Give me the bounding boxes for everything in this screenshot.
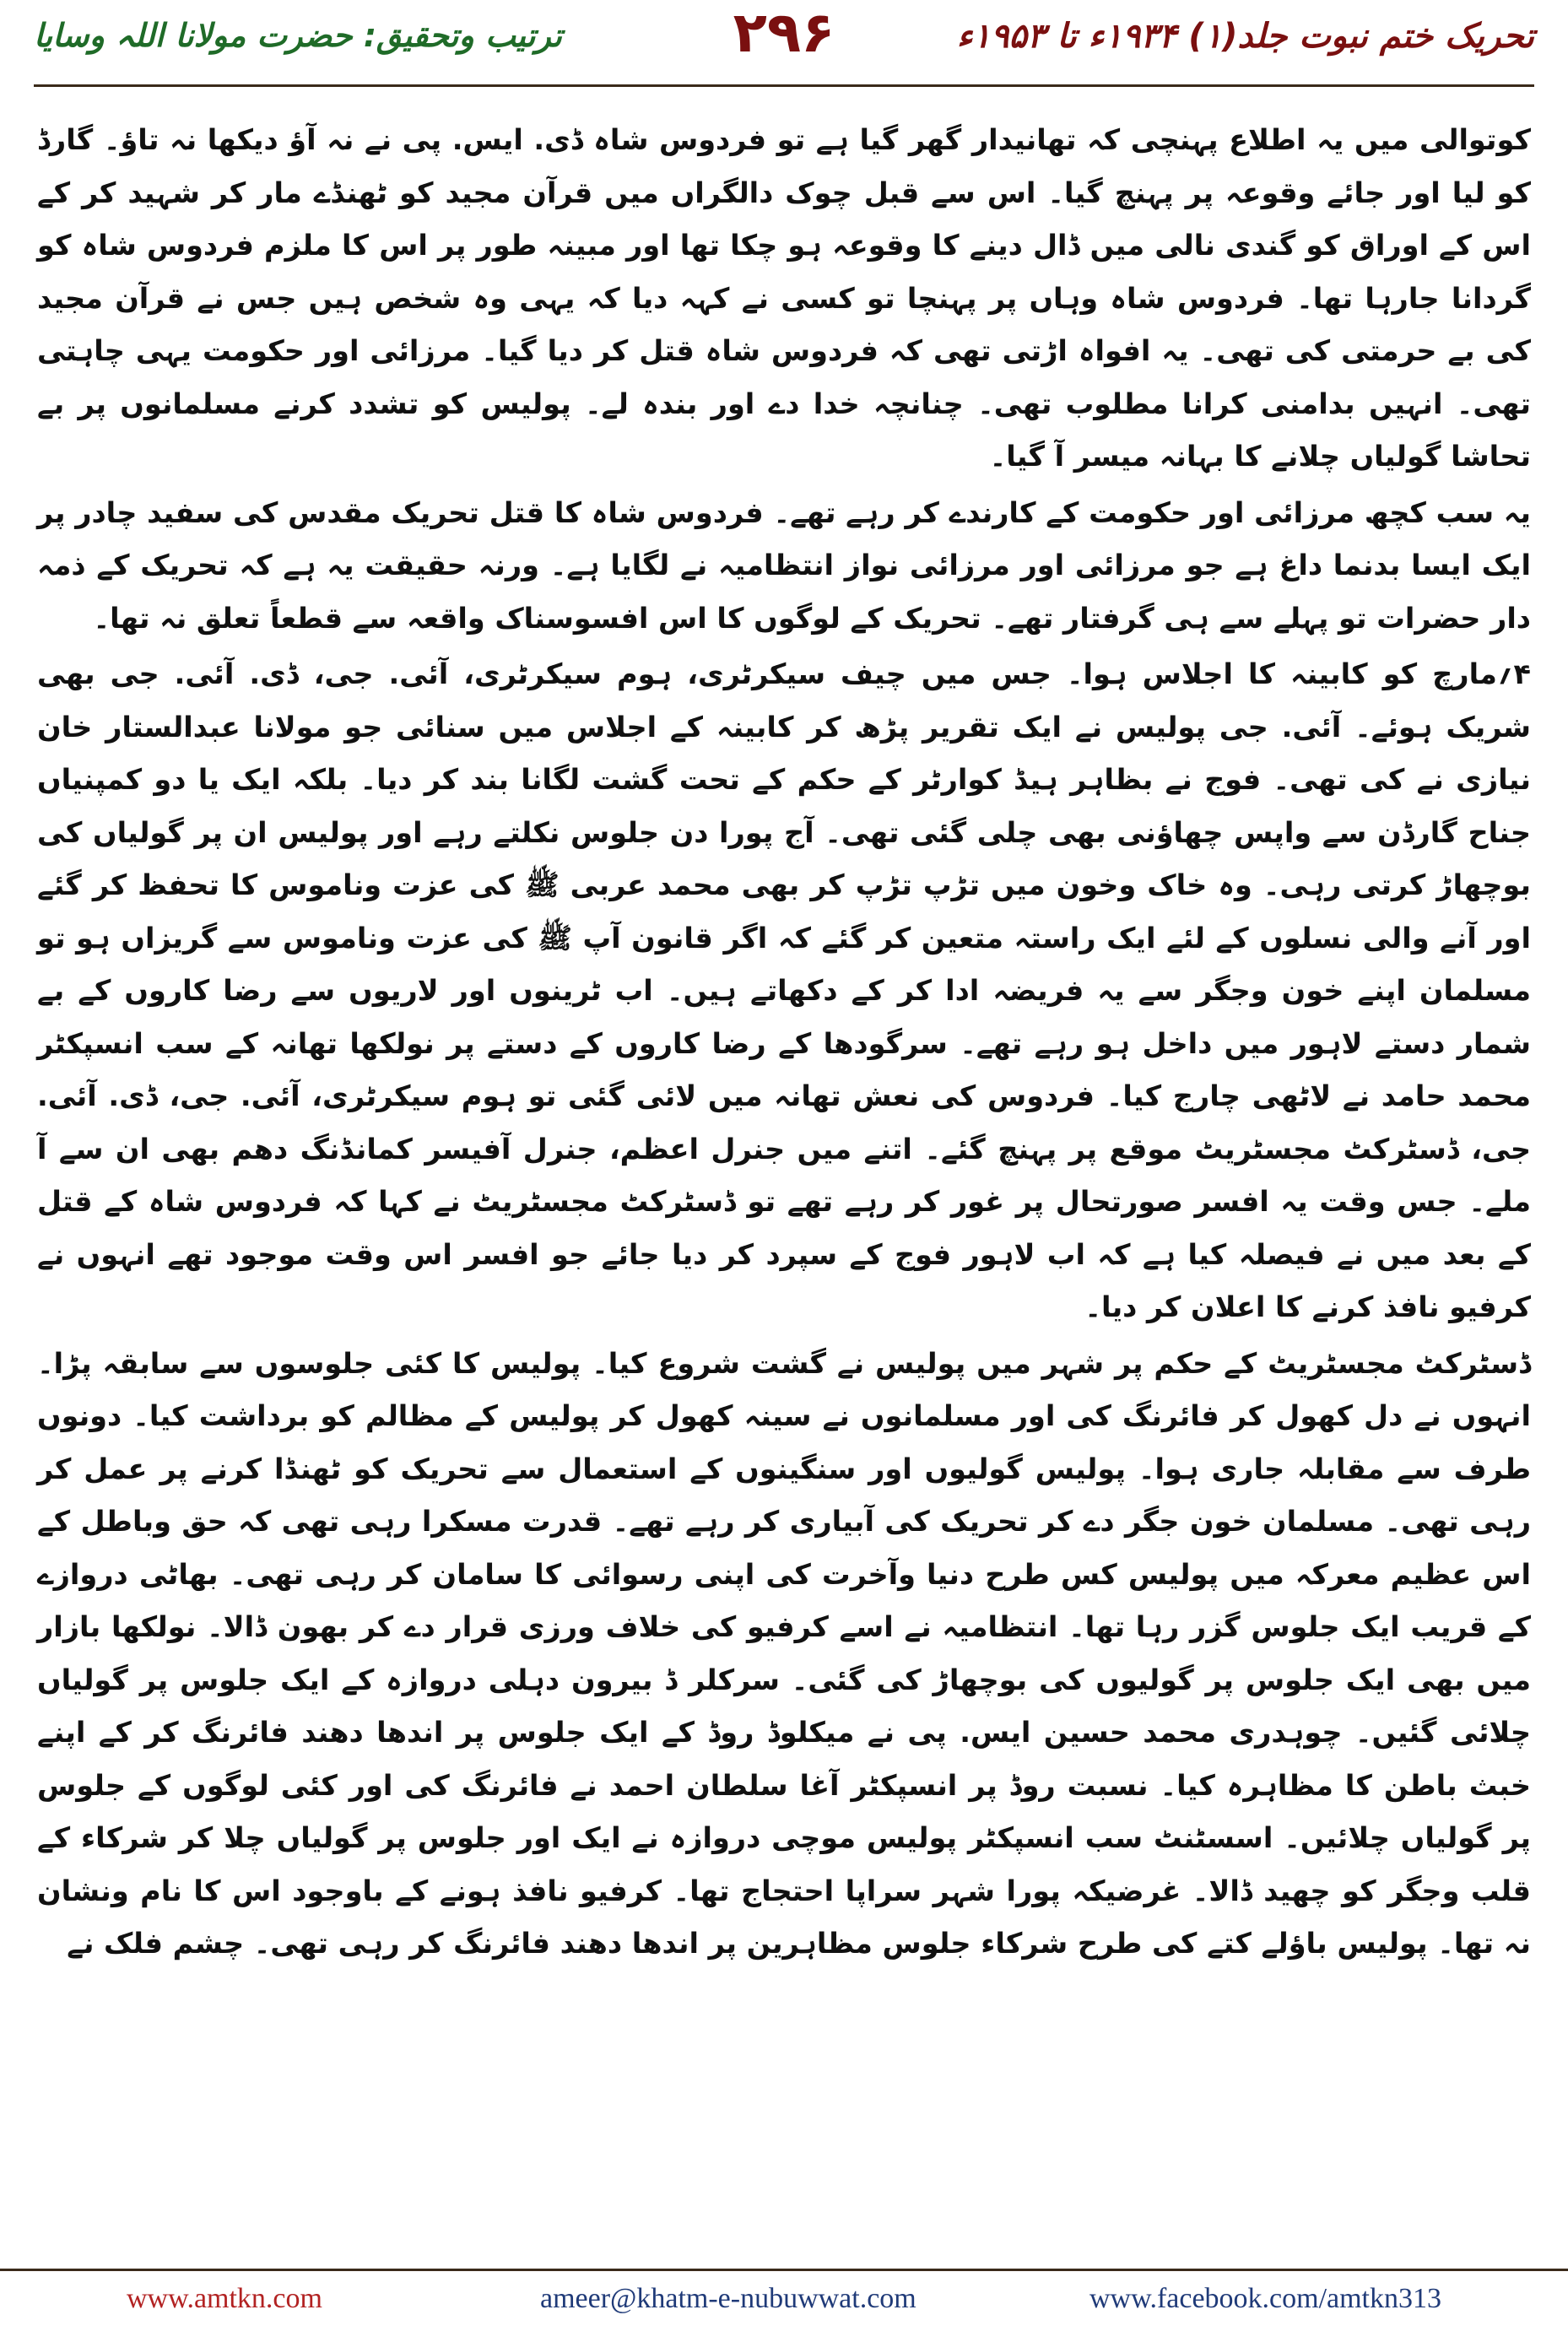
- facebook-link[interactable]: www.facebook.com/amtkn313: [1089, 2283, 1441, 2314]
- compiler-credit: ترتیب وتحقیق: حضرت مولانا اللہ وسایا: [34, 17, 562, 54]
- paragraph: یہ سب کچھ مرزائی اور حکومت کے کارندے کر رہے تھے۔ فردوس شاہ کا قتل تحریک مقدس کی سفید چادر پر ایک ایسا بدنما داغ ہے جو مرزائی اور مرزائی نواز انتظامیہ نے لگایا ہے۔ ورنہ حقیقت یہ ہے کہ تحریک کے ذمہ دار حضرات تو پہلے سے ہی گرفتار تھے۔ تحریک کے لوگوں کا اس افسوسناک واقعہ سے قطعاً تعلق نہ تھا۔: [37, 495, 1531, 635]
- paragraph: ڈسٹرکٹ مجسٹریٹ کے حکم پر شہر میں پولیس نے گشت شروع کیا۔ پولیس کا کئی جلوسوں سے سابقہ پڑا۔ انہوں نے دل کھول کر فائرنگ کی اور مسلمانوں نے سینہ کھول کر پولیس کے مظالم کو برداشت کیا۔ دونوں طرف سے مقابلہ جاری ہوا۔ پولیس گولیوں اور سنگینوں کے استعمال سے تحریک کو ٹھنڈا کرنے پر عمل کر رہی تھی۔ مسلمان خون جگر دے کر تحریک کی آبیاری کر رہے تھے۔ قدرت مسکرا رہی تھی کہ حق وباطل کے اس عظیم معرکہ میں پولیس کس طرح دنیا وآخرت کی اپنی رسوائی کا سامان کر رہی تھی۔ بھاٹی دروازے کے قریب ایک جلوس گزر رہا تھا۔ انتظامیہ نے اسے کرفیو کی خلاف ورزی قرار دے کر بھون ڈالا۔ نولکھا بازار میں بھی ایک جلوس پر گولیوں کی بوچھاڑ کی گئی۔ سرکلر ڈ بیرون دہلی دروازہ کے ایک جلوس پر گولیاں چلائی گئیں۔ چوہدری محمد حسین ایس. پی نے میکلوڈ روڈ کے ایک جلوس پر اندھا دھند فائرنگ کر کے اپنے خبث باطن کا مظاہرہ کیا۔ نسبت روڈ پر انسپکٹر آغا سلطان احمد نے فائرنگ کی اور کئی لوگوں کے جلوس پر گولیاں چلائیں۔ اسسٹنٹ سب انسپکٹر پولیس موچی دروازہ نے ایک اور جلوس پر گولیاں چلا کر شرکاء کے قلب وجگر کو چھید ڈالا۔ غرضیکہ پورا شہر سراپا احتجاج تھا۔ کرفیو نافذ ہونے کے باوجود اس کا نام ونشان نہ تھا۔ پولیس باؤلے کتے کی طرح شرکاء جلوس مظاہرین پر اندھا دھند فائرنگ کر رہی تھی۔ چشم فلک نے: [37, 1346, 1531, 1960]
- book-title: تحریک ختم نبوت جلد(۱) ۱۹۳۴ء تا ۱۹۵۳ء: [956, 17, 1534, 56]
- page-footer: [0, 2269, 1568, 2330]
- email-link[interactable]: ameer@khatm-e-nubuwwat.com: [540, 2283, 916, 2314]
- page-number: ۲۹۶: [733, 0, 835, 65]
- page-header: [34, 0, 1534, 87]
- paragraph: کوتوالی میں یہ اطلاع پہنچی کہ تھانیدار گھر گیا ہے تو فردوس شاہ ڈی. ایس. پی نے نہ آؤ دیکھا نہ تاؤ۔ گارڈ کو لیا اور جائے وقوعہ پر پہنچ گیا۔ اس سے قبل چوک دالگراں میں قرآن مجید کو ٹھنڈے مار کر شہید کر کے اس کے اوراق کو گندی نالی میں ڈال دینے کا وقوعہ ہو چکا تھا اور مبینہ طور پر اس کا ملزم فردوس شاہ کو گردانا جارہا تھا۔ فردوس شاہ وہاں پر پہنچا تو کسی نے کہہ دیا کہ یہی وہ شخص ہیں جس نے قرآن مجید کی بے حرمتی کی تھی۔ یہ افواہ اڑتی تھی کہ فردوس شاہ قتل کر دیا گیا۔ مرزائی اور حکومت یہی چاہتی تھی۔ انہیں بدامنی کرانا مطلوب تھی۔ چنانچہ خدا دے اور بندہ لے۔ پولیس کو تشدد کرنے مسلمانوں پر بے تحاشا گولیاں چلانے کا بہانہ میسر آ گیا۔: [37, 123, 1531, 473]
- website-link[interactable]: www.amtkn.com: [127, 2283, 322, 2314]
- paragraph: ۴؍مارچ کو کابینہ کا اجلاس ہوا۔ جس میں چیف سیکرٹری، ہوم سیکرٹری، آئی. جی، ڈی. آئی. جی بھی شریک ہوئے۔ آئی. جی پولیس نے ایک تقریر پڑھ کر کابینہ کے اجلاس میں سنائی جو مولانا عبدالستار خان نیازی نے کی تھی۔ فوج نے بظاہر ہیڈ کوارٹر کے حکم کے تحت گشت لگانا بند کر دیا۔ بلکہ ایک یا دو کمپنیاں جناح گارڈن سے واپس چھاؤنی بھی چلی گئی تھی۔ آج پورا دن جلوس نکلتے رہے اور پولیس ان پر گولیاں کی بوچھاڑ کرتی رہی۔ وہ خاک وخون میں تڑپ تڑپ کر بھی محمد عربی ﷺ کی عزت وناموس کا تحفظ کر گئے اور آنے والی نسلوں کے لئے ایک راستہ متعین کر گئے کہ اگر قانون آپ ﷺ کی عزت وناموس سے گریزاں ہو تو مسلمان اپنے خون وجگر سے یہ فریضہ ادا کر کے دکھاتے ہیں۔ اب ٹرینوں اور لاریوں سے رضا کاروں کے بے شمار دستے لاہور میں داخل ہو رہے تھے۔ سرگودھا کے رضا کاروں کے دستے پر نولکھا تھانہ کے سب انسپکٹر محمد حامد نے لاٹھی چارج کیا۔ فردوس کی نعش تھانہ میں لائی گئی تو ہوم سیکرٹری، آئی. جی، ڈی. آئی. جی، ڈسٹرکٹ مجسٹریٹ موقع پر پہنچ گئے۔ اتنے میں جنرل اعظم، جنرل آفیسر کمانڈنگ دھم بھی ان سے آ ملے۔ جس وقت یہ افسر صورتحال پر غور کر رہے تھے تو ڈسٹرکٹ مجسٹریٹ نے کہا کہ فردوس شاہ کے قتل کے بعد میں نے فیصلہ کیا ہے کہ اب لاہور فوج کے سپرد کر دیا جائے جو افسر اس وقت موجود تھے انہوں نے کرفیو نافذ کرنے کا اعلان کر دیا۔: [37, 657, 1531, 1323]
- page-body: [37, 114, 1531, 2224]
